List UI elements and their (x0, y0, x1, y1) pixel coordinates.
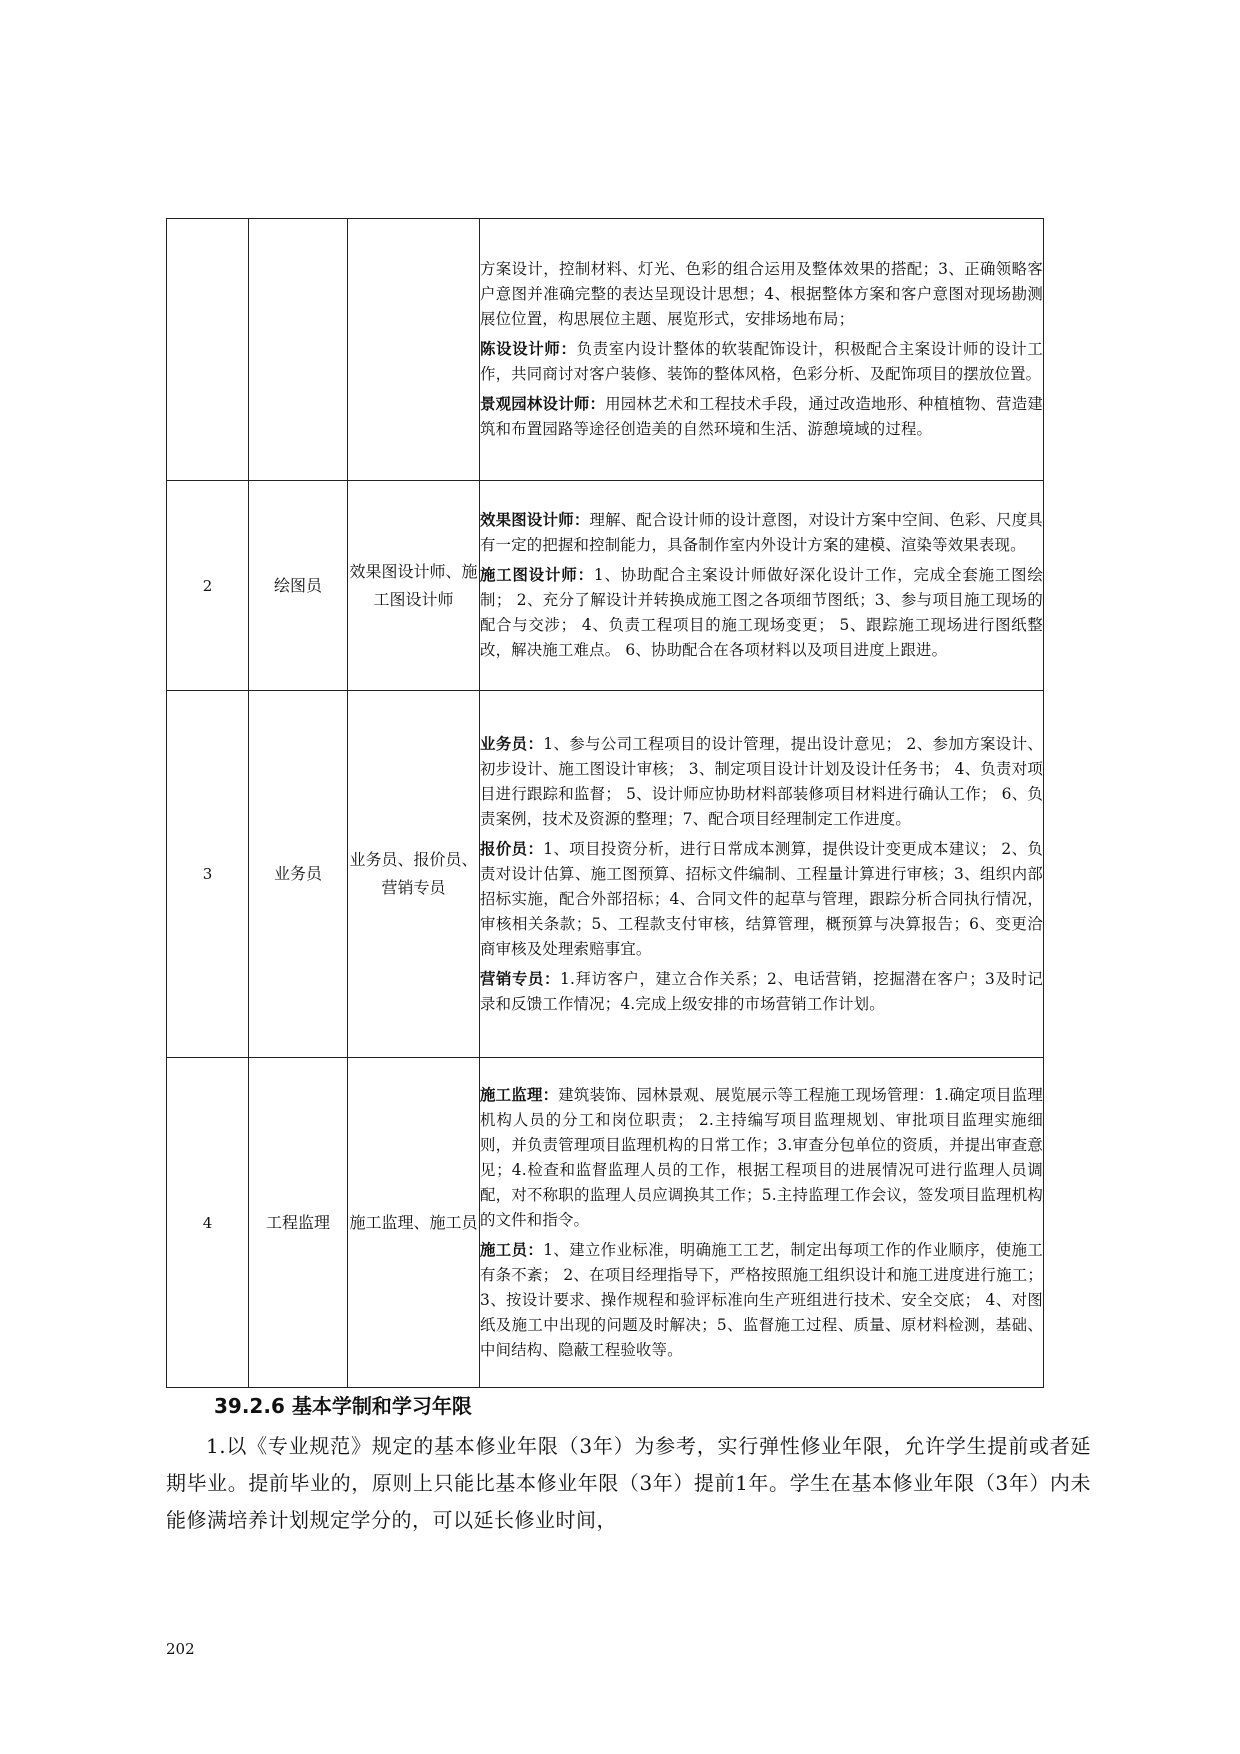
duty-title: 施工员： (480, 1240, 544, 1259)
duty-title: 业务员： (480, 734, 544, 753)
duty-paragraph (480, 732, 1043, 832)
role-names: 效果图设计师、施工图设计师 (348, 481, 480, 691)
duty-paragraph (480, 563, 1043, 663)
duty-paragraph (480, 392, 1043, 442)
duty-description (480, 219, 1044, 481)
table-row (167, 219, 1044, 481)
post-name (249, 219, 348, 481)
duty-title: 报价员： (480, 839, 544, 858)
post-name: 业务员 (249, 691, 348, 1058)
duty-paragraph (480, 837, 1043, 962)
duty-paragraph (480, 967, 1043, 1017)
duty-description (480, 481, 1044, 691)
duty-paragraph (480, 337, 1043, 387)
duty-text: 1、建立作业标准，明确施工工艺，制定出每项工作的作业顺序，使施工有条不紊； 2、在项目经理指导下，严格按照施工组织设计和施工进度进行施工；3、按设计要求、操作规程和验评标准向生产班组进行技术、安全交底； 4、对图纸及施工中出现的问题及时解决；5、监督施工过程、质量、原材料检测，基础、中间结构、隐蔽工程验收等。 (480, 1240, 1043, 1359)
role-names (348, 219, 480, 481)
duty-paragraph (480, 508, 1043, 558)
row-number: 3 (167, 691, 249, 1058)
page-number: 202 (166, 1640, 195, 1658)
table-row (167, 481, 1044, 691)
row-number: 4 (167, 1058, 249, 1388)
role-names: 业务员、报价员、营销专员 (348, 691, 480, 1058)
duty-text: 1、协助配合主案设计师做好深化设计工作，完成全套施工图绘制； 2、充分了解设计并转换成施工图之各项细节图纸；3、参与项目施工现场的配合与交涉； 4、负责工程项目的施工现场变更； 5、跟踪施工现场进行图纸整改，解决施工难点。 6、协助配合在各项材料以及项目进度上跟进。 (480, 566, 1043, 659)
duty-title: 景观园林设计师： (480, 395, 606, 413)
body-paragraph: 1.以《专业规范》规定的基本修业年限（3年）为参考，实行弹性修业年限，允许学生提前或者延期毕业。提前毕业的，原则上只能比基本修业年限（3年）提前1年。学生在基本修业年限（3年）内未能修满培养计划规定学分的，可以延长修业时间， (166, 1434, 1091, 1532)
duty-paragraph (480, 1238, 1043, 1363)
duty-title: 陈设设计师： (480, 340, 577, 358)
post-name: 绘图员 (249, 481, 348, 691)
row-number (167, 219, 249, 481)
duty-description (480, 1058, 1044, 1388)
row-number: 2 (167, 481, 249, 691)
duty-title: 效果图设计师： (480, 511, 590, 529)
table-row (167, 1058, 1044, 1388)
duty-paragraph (480, 257, 1043, 332)
job-positions-table (166, 218, 1044, 1388)
duty-text: 用园林艺术和工程技术手段，通过改造地形、种植植物、营造建筑和布置园路等途径创造美的自然环境和生活、游憩境域的过程。 (480, 395, 1043, 438)
duty-text: 负责室内设计整体的软装配饰设计，积极配合主案设计师的设计工作，共同商讨对客户装修、装饰的整体风格，色彩分析、及配饰项目的摆放位置。 (480, 340, 1043, 383)
duty-text: 1.拜访客户，建立合作关系；2、电话营销，挖掘潜在客户；3及时记录和反馈工作情况；4.完成上级安排的市场营销工作计划。 (480, 969, 1043, 1013)
post-name: 工程监理 (249, 1058, 348, 1388)
duty-text: 1、项目投资分析，进行日常成本测算，提供设计变更成本建议； 2、负责对设计估算、施工图预算、招标文件编制、工程量计算进行审核；3、组织内部招标实施，配合外部招标；4、合同文件的起草与管理，跟踪分析合同执行情况，审核相关条款；5、工程款支付审核，结算管理，概预算与决算报告；6、变更洽商审核及处理索赔事宜。 (480, 839, 1043, 958)
duty-text: 理解、配合设计师的设计意图，对设计方案中空间、色彩、尺度具有一定的把握和控制能力，具备制作室内外设计方案的建模、渲染等效果表现。 (480, 511, 1043, 554)
duty-text: 建筑装饰、园林景观、展览展示等工程施工现场管理：1.确定项目监理机构人员的分工和岗位职责； 2.主持编写项目监理规划、审批项目监理实施细则，并负责管理项目监理机构的日常工作；3.审查分包单位的资质，并提出审查意见；4.检查和监督监理人员的工作，根据工程项目的进展情况可进行监理人员调配，对不称职的监理人员应调换其工作；5.主持监理工作会议，签发项目监理机构的文件和指令。 (480, 1085, 1043, 1229)
duty-text: 1、参与公司工程项目的设计管理，提出设计意见； 2、参加方案设计、初步设计、施工图设计审核； 3、制定项目设计计划及设计任务书； 4、负责对项目进行跟踪和监督； 5、设计师应协助材料部装修项目材料进行确认工作； 6、负责案例，技术及资源的整理；7、配合项目经理制定工作进度。 (480, 734, 1043, 828)
section-heading: 39.2.6 基本学制和学习年限 (214, 1394, 472, 1418)
duty-title: 营销专员： (480, 969, 560, 988)
table-row (167, 691, 1044, 1058)
duty-title: 施工监理： (480, 1085, 559, 1104)
duty-text: 方案设计，控制材料、灯光、色彩的组合运用及整体效果的搭配；3、正确领略客户意图并准确完整的表达呈现设计思想；4、根据整体方案和客户意图对现场勘测展位位置，构思展位主题、展览形式，安排场地布局； (480, 260, 1043, 328)
duty-description (480, 691, 1044, 1058)
duty-title: 施工图设计师： (480, 566, 594, 584)
duty-paragraph (480, 1083, 1043, 1233)
role-names: 施工监理、施工员 (348, 1058, 480, 1388)
